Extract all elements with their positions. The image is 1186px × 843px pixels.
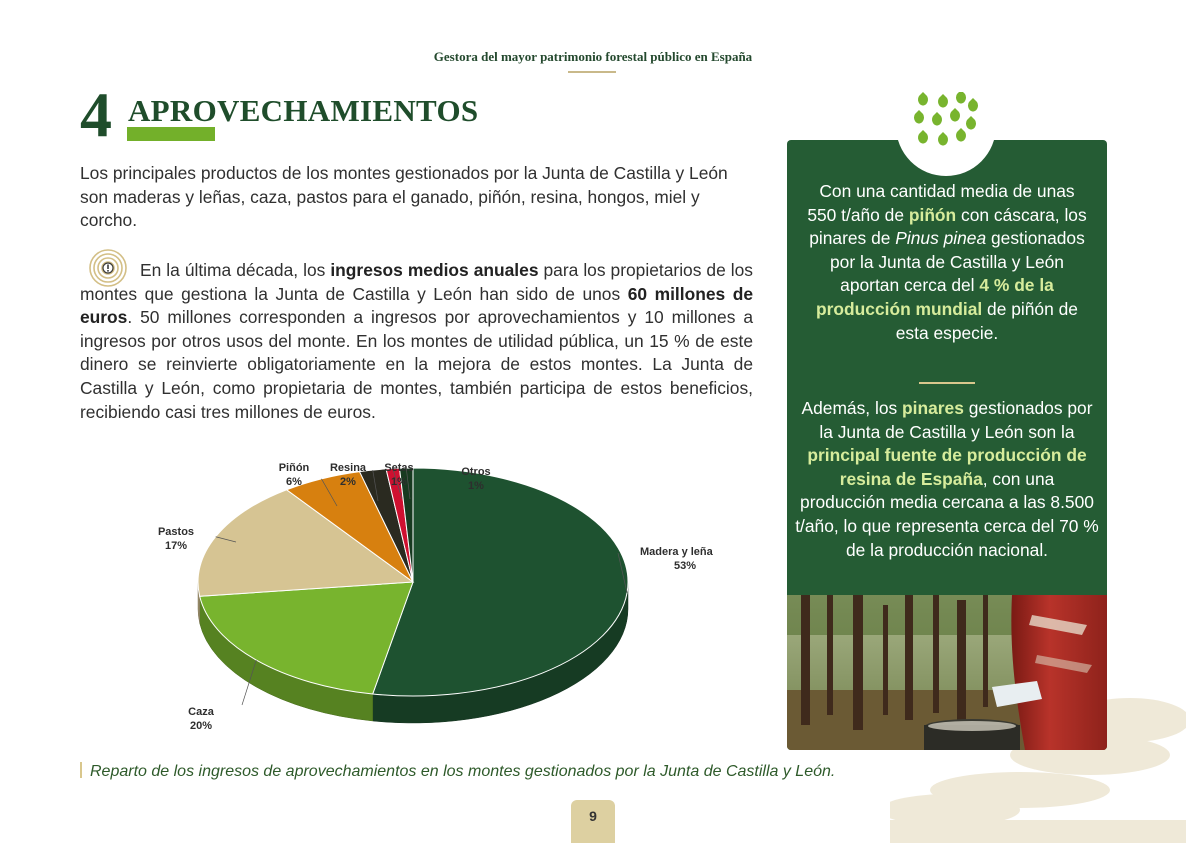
- pie-label-percent: 6%: [286, 476, 302, 488]
- pine-seeds-icon: [913, 92, 979, 154]
- highlight-annual-income: ingresos medios anuales: [330, 260, 539, 280]
- pie-label-name: Madera y leña: [640, 546, 713, 558]
- pie-label-name: Pastos: [157, 526, 195, 538]
- income-paragraph: En la última década, los ingresos medios anuales para los propietarios de los montes que gestiona la Junta de Castilla y León han sido de unos 60 millones de euros. 50 millones corresponden a ingresos por aprovechamientos y 10 millones a ingresos por otros usos del monte. En los montes de utilidad pública, un 15 % de este dinero se reinvierte obligatoriamente en la mejora de estos montes. La Junta de Castilla y León, como propietaria de montes, también participa de estos beneficios, recibiendo casi tres millones de euros.: [80, 260, 754, 422]
- pie-label-percent: 2%: [340, 476, 356, 488]
- caption-marker: [80, 762, 82, 778]
- pine-forest-resin-photo: [787, 595, 1107, 750]
- pie-label-percent: 17%: [164, 540, 188, 552]
- info-panel: [787, 140, 1107, 750]
- highlight-60-million: 60 millones de euros: [80, 283, 753, 328]
- pie-label-percent: 20%: [189, 720, 213, 732]
- page-number: 9: [571, 800, 615, 843]
- section-title: APROVECHAMIENTOS: [128, 93, 479, 128]
- pine-nut-fact: Con una cantidad media de unas 550 t/año de piñón con cáscara, los pinares de Pinus pinea gestionados por la Junta de Castilla y León aportan cerca del 4 % de la producción mundial de piñón de esta especie.: [807, 181, 1087, 343]
- figure-caption: Reparto de los ingresos de aprovechamientos en los montes gestionados por la Junta de Castilla y León.: [80, 762, 835, 781]
- pie-label-percent: 53%: [673, 560, 697, 572]
- pie-label-name: Setas: [384, 462, 414, 474]
- income-pie-chart: [130, 455, 750, 755]
- section-number: 4: [80, 79, 112, 150]
- pie-label-name: Caza: [188, 706, 214, 718]
- section-title-underline: [127, 127, 215, 141]
- pie-label-percent: 1%: [391, 476, 407, 488]
- pie-label-name: Piñón: [278, 462, 310, 474]
- pie-label-name: Resina: [329, 462, 367, 474]
- running-header: Gestora del mayor patrimonio forestal público en España: [433, 49, 753, 64]
- resin-fact: Además, los pinares gestionados por la Junta de Castilla y León son la principal fuente de producción de resina de España, con una producción media cercana a las 8.500 t/año, lo que representa cerca del 70 % de la producción nacional.: [795, 398, 1099, 560]
- intro-paragraph: Los principales productos de los montes gestionados por la Junta de Castilla y León son maderas y leñas, caza, pastos para el ganado, piñón, resina, hongos, miel y corcho.: [80, 163, 728, 231]
- pie-label-name: Otros: [461, 466, 491, 478]
- panel-divider: [919, 382, 975, 384]
- pie-label-percent: 1%: [468, 480, 484, 492]
- header-divider: [568, 71, 616, 73]
